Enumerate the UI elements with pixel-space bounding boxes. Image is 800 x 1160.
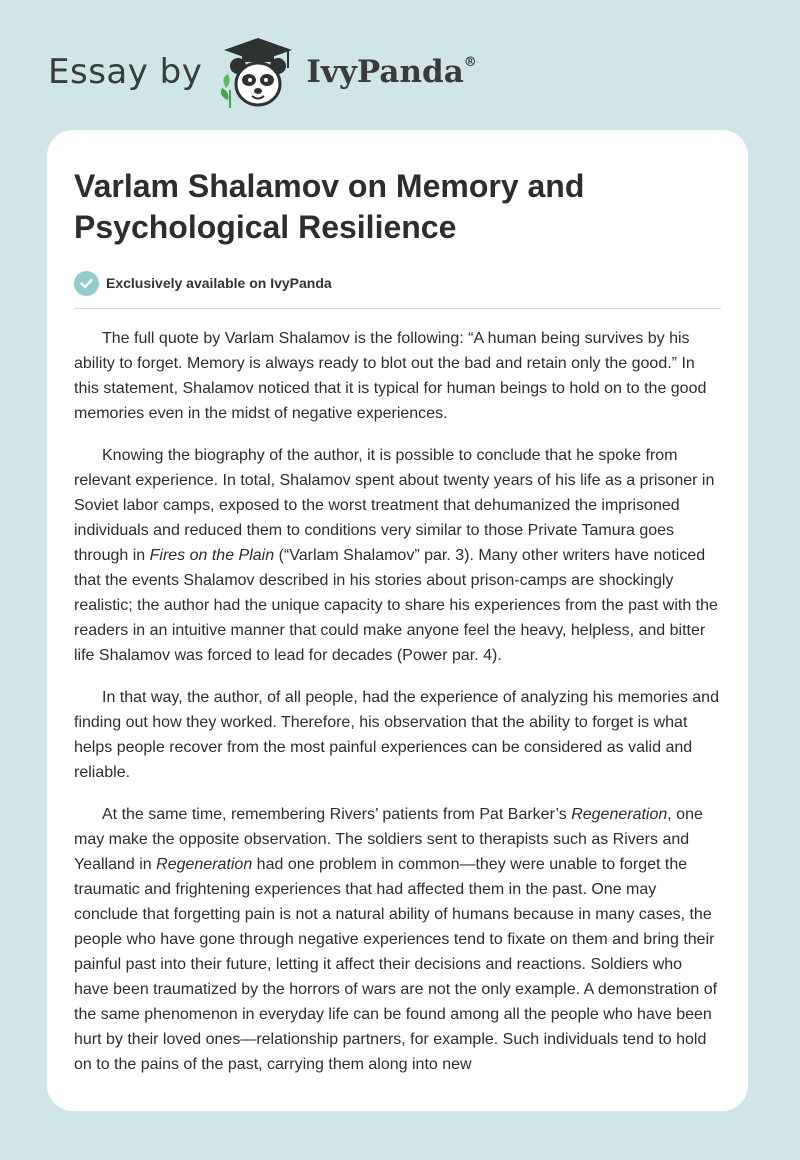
checkmark-icon (74, 271, 99, 296)
paragraph-text: , one may make the opposite observation. The soldiers sent to therapists such as Rivers and Yealland in (74, 806, 703, 873)
essay-paragraph (74, 326, 721, 426)
exclusive-label: Exclusively available on IvyPanda (106, 275, 332, 291)
paragraph-text: At the same time, remembering Rivers’ patients from Pat Barker’s (102, 806, 572, 823)
exclusive-badge (74, 270, 721, 296)
essay-title: Varlam Shalamov on Memory and Psychological Resilience (74, 168, 585, 245)
essay-body (74, 326, 721, 1077)
italic-title: Fires on the Plain (149, 547, 275, 564)
registered-mark: ® (463, 55, 477, 70)
paragraph-text: Knowing the biography of the author, it is possible to conclude that he spoke from relevant experience. In total, Shalamov spent about twenty years of his life as a prisoner in Soviet labor camps, exposed to the worst treatment that dehumanized the imprisoned individuals and reduced them to conditions very similar to those Private Tamura goes through in (74, 447, 715, 564)
essay-by-label: Essay by (48, 52, 203, 92)
paragraph-text: had one problem in common—they were unable to forget the traumatic and frightening experiences that had affected them in the past. One may conclude that forgetting pain is not a natural ability of humans because in many cases, the people who have gone through negative experiences tend to fixate on them and bring their painful past into their future, letting it affect their decisions and reactions. Soldiers who have been traumatized by the horrors of wars are not the only example. A demonstration of the same phenomenon in everyday life can be found among all the people who have been hurt by their loved ones—relationship partners, for example. Such individuals tend to hold on to the pains of the past, carrying them along into new (74, 856, 718, 1073)
brand-name[interactable]: IvyPanda® (306, 54, 477, 90)
divider (74, 308, 721, 309)
site-header (48, 34, 477, 110)
paragraph-text: In that way, the author, of all people, had the experience of analyzing his memories and finding out how they worked. Therefore, his observation that the ability to forget is what helps people recover from the most painful experiences can be considered as valid and reliable. (74, 689, 719, 781)
essay-paragraph (74, 443, 721, 668)
essay-paragraph (74, 802, 721, 1077)
italic-title: Regeneration (571, 806, 668, 823)
italic-title: Regeneration (156, 856, 253, 873)
essay-paragraph (74, 685, 721, 785)
paragraph-text: The full quote by Varlam Shalamov is the following: “A human being survives by his ability to forget. Memory is always ready to blot out the bad and retain only the good.” In this statement, Shalamov noticed that it is typical for human beings to hold on to the good memories even in the midst of negative experiences. (74, 330, 707, 422)
essay-card (47, 130, 748, 1111)
paragraph-text: (“Varlam Shalamov” par. 3). Many other writers have noticed that the events Shalamov described in his stories about prison-camps are shockingly realistic; the author had the unique capacity to share his experiences from the past with the readers in an intuitive manner that could make anyone feel the heavy, helpless, and bitter life Shalamov was forced to lead for decades (Power par. 4). (74, 547, 718, 664)
ivypanda-logo-icon[interactable] (216, 34, 300, 110)
